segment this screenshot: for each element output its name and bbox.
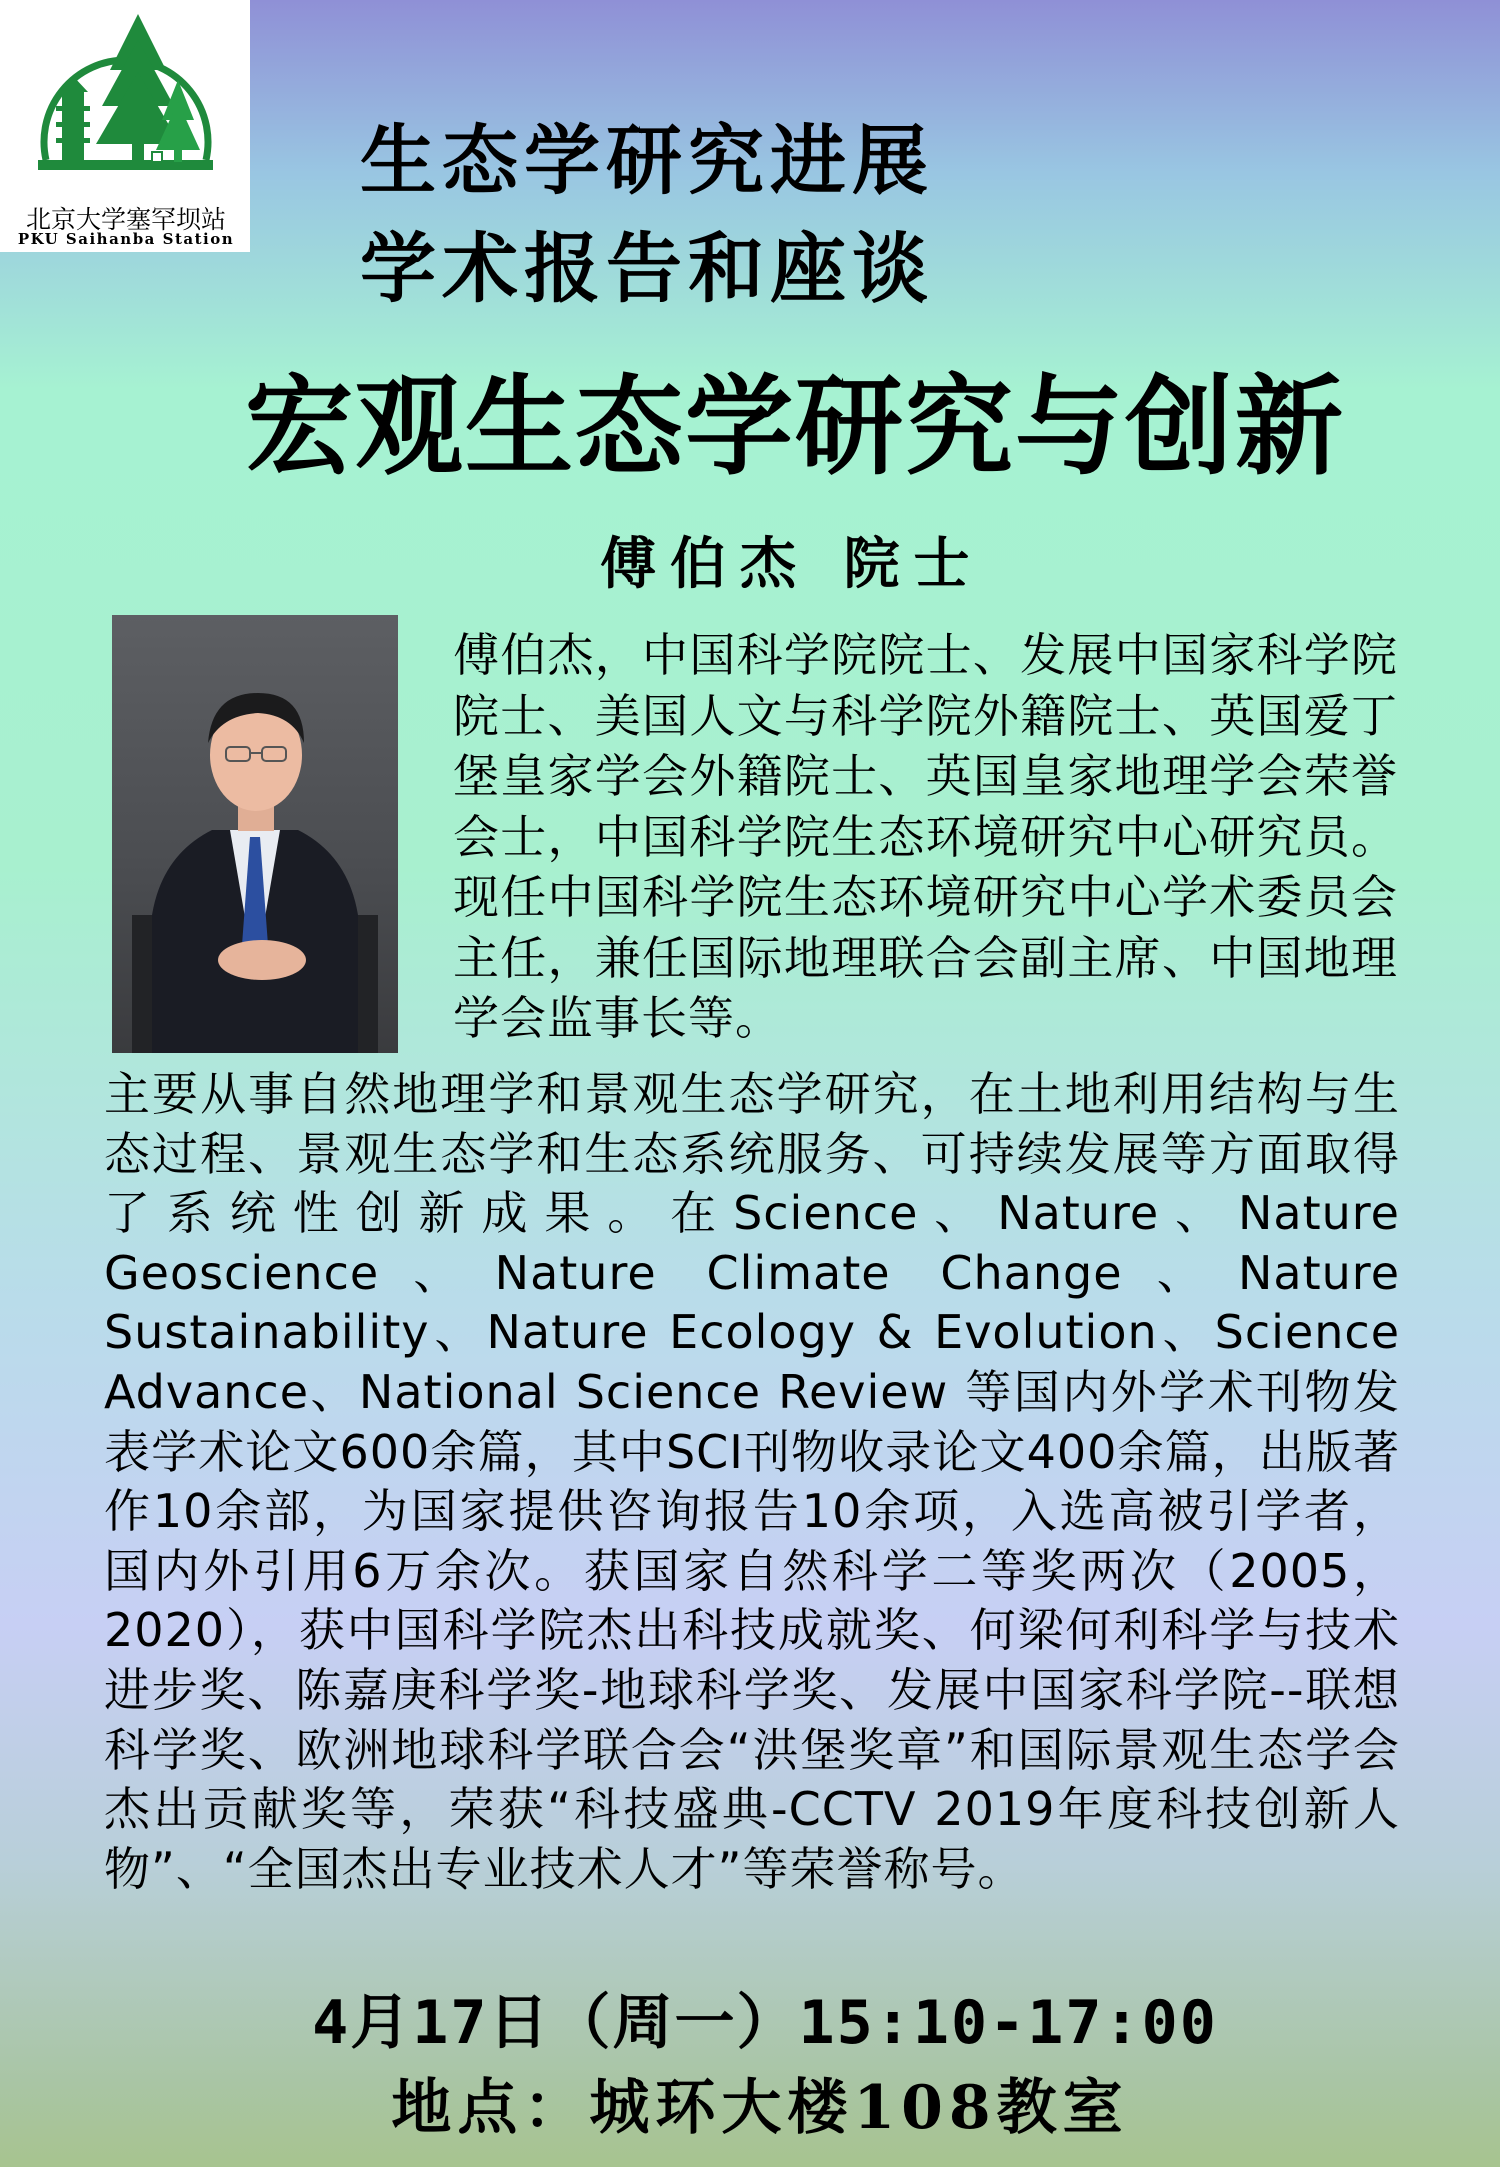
- series-title-line2: 学术报告和座谈: [360, 224, 934, 313]
- speaker-portrait-illustration: [112, 615, 398, 1053]
- speaker-bio-intro: 傅伯杰，中国科学院院士、发展中国家科学院院士、美国人文与科学院外籍院士、英国爱丁堡皇家学会外籍院士、英国皇家地理学会荣誉会士，中国科学院生态环境研究中心研究员。现任中国科学院生态环境研究中心学术委员会主任，兼任国际地理联合会副主席、中国地理学会监事长等。: [453, 628, 1398, 1045]
- event-time: 4月17日（周一）15:10-17:00: [312, 1988, 1218, 2058]
- talk-title: 宏观生态学研究与创新: [244, 365, 1345, 490]
- logo-chinese-name: 北京大学塞罕坝站: [25, 205, 226, 234]
- event-location: 地点：城环大楼108教室: [391, 2073, 1129, 2143]
- logo: [0, 0, 250, 252]
- series-title-line1: 生态学研究进展: [360, 116, 934, 205]
- speaker-bio-details: 主要从事自然地理学和景观生态学研究，在土地利用结构与生态过程、景观生态学和生态系统服务、可持续发展等方面取得了系统性创新成果。在Science、Nature、Nature Geoscience、Nature Climate Change、Nature Sustainability、Nature Ecology & Evolution、Science Advance、National Science Review 等国内外学术刊物发表学术论文600余篇，其中SCI刊物收录论文400余篇，出版著作10余部，为国家提供咨询报告10余项，入选高被引学者，国内外引用6万余次。获国家自然科学二等奖两次（2005， 2020），获中国科学院杰出科技成就奖、何梁何利科学与技术进步奖、陈嘉庚科学奖-地球科学奖、发展中国家科学院--联想科学奖、欧洲地球科学联合会“洪堡奖章”和国际景观生态学会杰出贡献奖等，荣获“科技盛典-CCTV 2019年度科技创新人物”、“全国杰出专业技术人才”等荣誉称号。: [104, 1067, 1400, 1896]
- saihanba-tree-logo: [28, 10, 223, 195]
- speaker-photo: [112, 615, 398, 1053]
- speaker-name: 傅伯杰 院士: [600, 531, 984, 597]
- logo-english-name: PKU Saihanba Station: [17, 230, 235, 248]
